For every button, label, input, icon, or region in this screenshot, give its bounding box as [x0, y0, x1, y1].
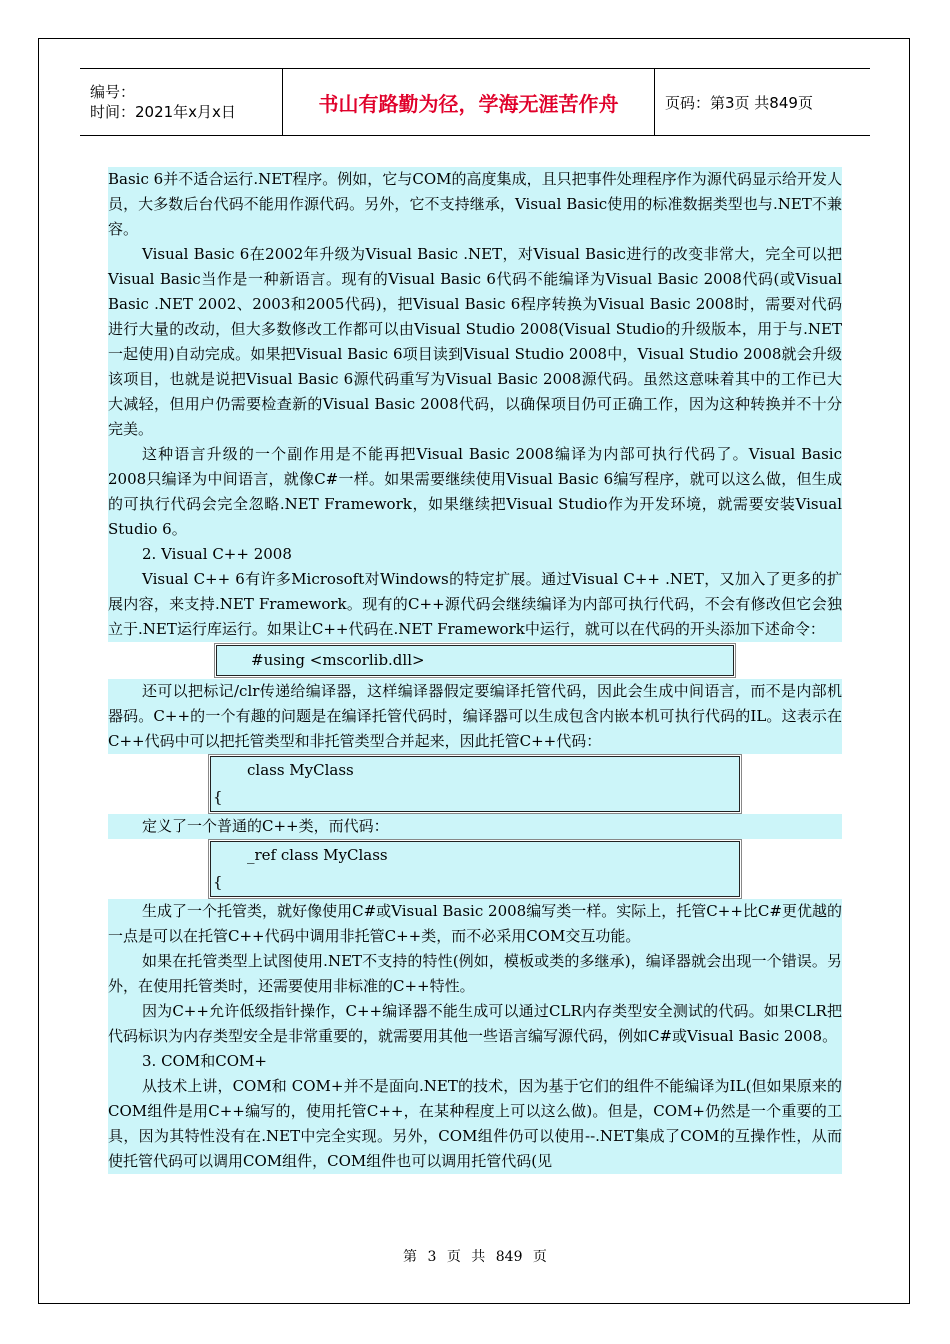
- code-block-class: [210, 756, 740, 812]
- section-heading: 3. COM和COM+: [142, 1052, 267, 1070]
- document-body: [108, 167, 842, 1174]
- paragraph: Visual Basic 6在2002年升级为Visual Basic .NET，对Visual Basic进行的改变非常大，完全可以把Visual Basic当作是一种新语言。现有的Visual Basic 6代码不能编译为Visual Basic 2008代码(或Visual Basic .NET 2002、2003和2005代码)，把Visual Basic 6程序转换为Visual Basic 2008时，需要对代码进行大量的改动，但大多数修改工作都可以由Visual Studio 2008(Visual Studio的升级版本，用于与.NET一起使用)自动完成。如果把Visual Basic 6项目读到Visual Studio 2008中，Visual Studio 2008就会升级该项目，也就是说把Visual Basic 6源代码重写为Visual Basic 2008源代码。虽然这意味着其中的工作已大大减轻，但用户仍需要检查新的Visual Basic 2008代码，以确保项目仍可正确工作，因为这种转换并不十分完美。: [108, 245, 842, 438]
- header-number-label: 编号：: [90, 83, 136, 101]
- paragraph: 如果在托管类型上试图使用.NET不支持的特性(例如，模板或类的多继承)，编译器就会出现一个错误。另外，在使用托管类时，还需要使用非标准的C++特性。: [108, 952, 842, 995]
- code-line: class MyClass: [247, 761, 354, 779]
- paragraph: Basic 6并不适合运行.NET程序。例如，它与COM的高度集成，且只把事件处理程序作为源代码显示给开发人员，大多数后台代码不能用作源代码。另外，它不支持继承，Visual Basic使用的标准数据类型也与.NET不兼容。: [108, 170, 842, 238]
- paragraph: Visual C++ 6有许多Microsoft对Windows的特定扩展。通过Visual C++ .NET，又加入了更多的扩展内容，来支持.NET Framework。现有的C++源代码会继续编译为内部可执行代码，不会有修改但它会独立于.NET运行库运行。如果让C++代码在.NET Framework中运行，就可以在代码的开头添加下述命令：: [108, 570, 842, 638]
- header-meta: [80, 69, 283, 135]
- page-header: [80, 68, 870, 136]
- code-line: {: [213, 873, 223, 891]
- paragraph: 因为C++允许低级指针操作，C++编译器不能生成可以通过CLR内存类型安全测试的代码。如果CLR把代码标识为内存类型安全是非常重要的，就需要用其他一些语言编写源代码，例如C#或Visual Basic 2008。: [108, 1002, 842, 1045]
- code-block-using: [216, 645, 734, 676]
- page-footer: [0, 1246, 950, 1266]
- paragraph: 定义了一个普通的C++类，而代码：: [142, 817, 389, 835]
- code-line: _ref class MyClass: [247, 846, 388, 864]
- paragraph: 还可以把标记/clr传递给编译器，这样编译器假定要编译托管代码，因此会生成中间语言，而不是内部机器码。C++的一个有趣的问题是在编译托管代码时，编译器可以生成包含内嵌本机可执行代码的IL。这表示在C++代码中可以把托管类型和非托管类型合并起来，因此托管C++代码：: [108, 682, 842, 750]
- section-heading: 2. Visual C++ 2008: [142, 545, 292, 563]
- code-line: {: [213, 788, 223, 806]
- header-page-info: [655, 69, 870, 135]
- header-motto-text: 书山有路勤为径，学海无涯苦作舟: [318, 91, 619, 116]
- header-time-label: 时间：2021年x月x日: [90, 103, 236, 121]
- paragraph: 这种语言升级的一个副作用是不能再把Visual Basic 2008编译为内部可执行代码了。Visual Basic 2008只编译为中间语言，就像C#一样。如果需要继续使用Visual Basic 6编写程序，就可以这么做，但生成的可执行代码会完全忽略.NET Framework，如果继续把Visual Studio作为开发环境，就需要安装Visual Studio 6。: [108, 445, 842, 538]
- text-block-3: [108, 814, 842, 839]
- text-block-4: [108, 899, 842, 1174]
- paragraph: 生成了一个托管类，就好像使用C#或Visual Basic 2008编写类一样。实际上，托管C++比C#更优越的一点是可以在托管C++代码中调用非托管C++类，而不必采用COM交互功能。: [108, 902, 842, 945]
- code-line: #using <mscorlib.dll>: [251, 651, 425, 669]
- code-block-ref-class: [210, 841, 740, 897]
- header-page-info-text: 页码：第3页 共849页: [665, 93, 813, 112]
- footer-page-number: 第 3 页 共 849 页: [403, 1249, 547, 1265]
- text-block-2: [108, 679, 842, 754]
- text-block-1: [108, 167, 842, 642]
- paragraph: 从技术上讲，COM和 COM+并不是面向.NET的技术，因为基于它们的组件不能编译为IL(但如果原来的COM组件是用C++编写的，使用托管C++，在某种程度上可以这么做)。但是，COM+仍然是一个重要的工具，因为其特性没有在.NET中完全实现。另外，COM组件仍可以使用--.NET集成了COM的互操作性，从而使托管代码可以调用COM组件，COM组件也可以调用托管代码(见: [108, 1077, 842, 1170]
- header-motto: [283, 69, 655, 135]
